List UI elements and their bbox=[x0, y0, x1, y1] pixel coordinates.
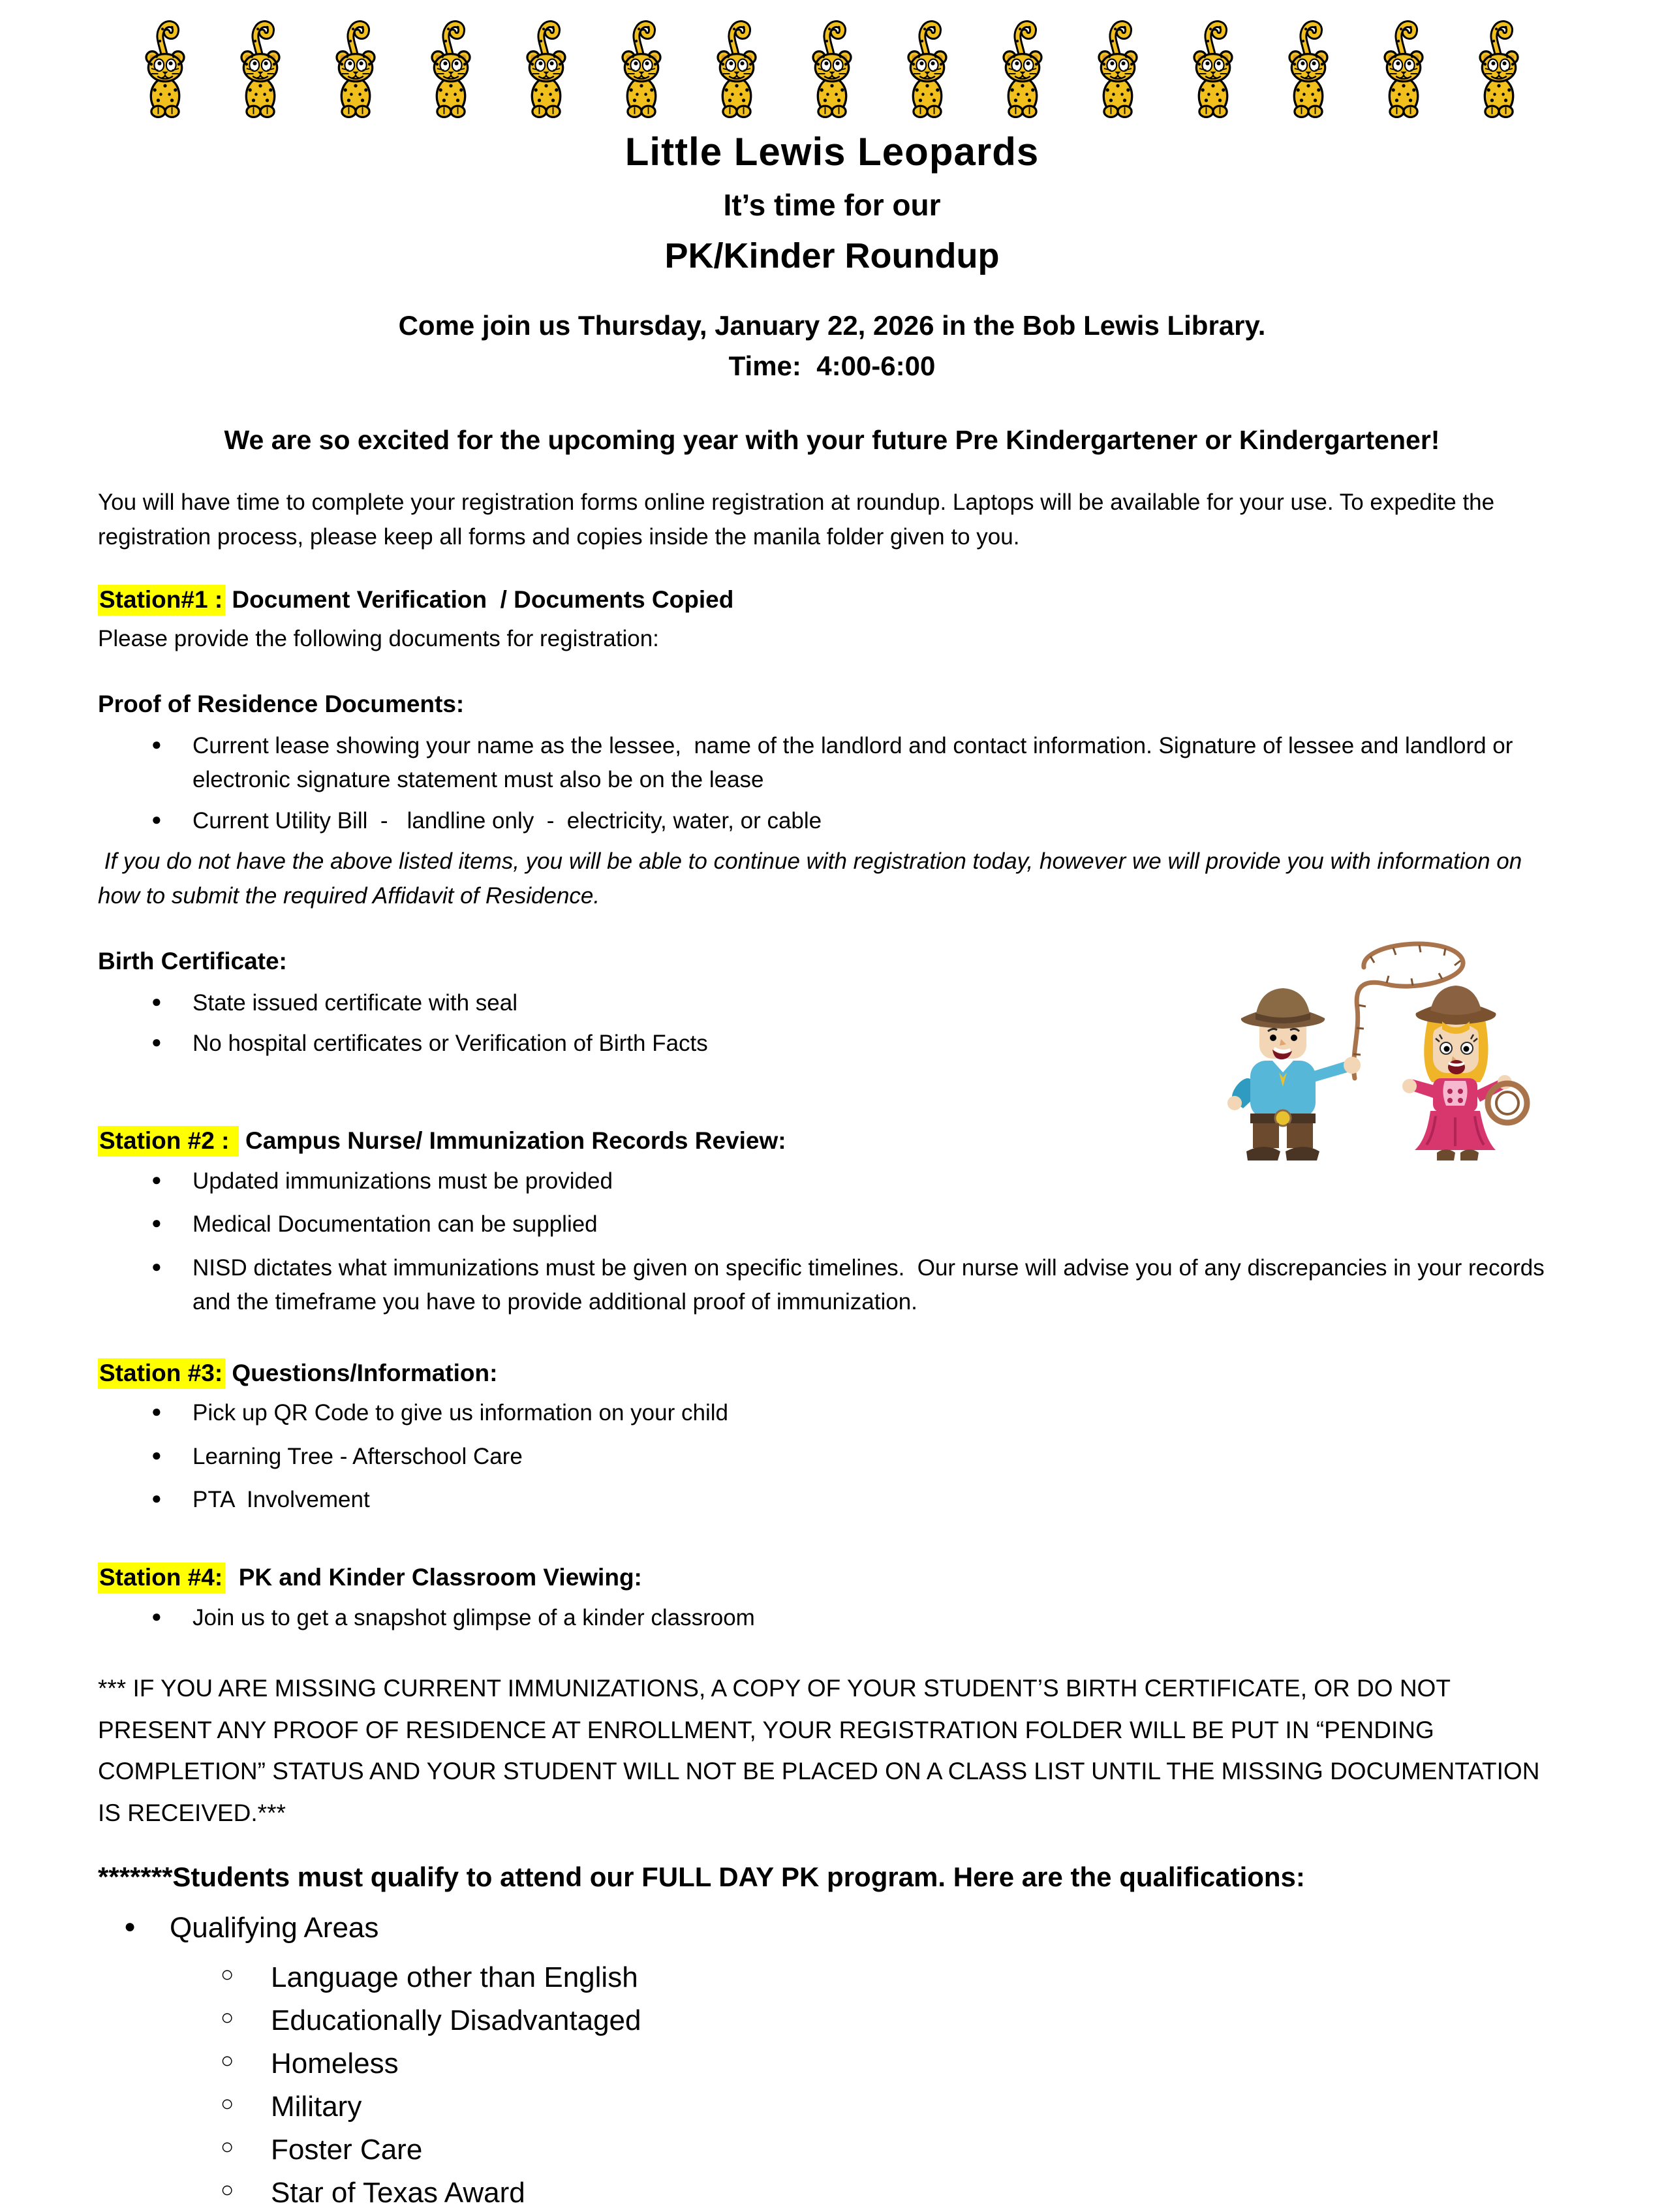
qualifying-areas-sublist bbox=[98, 1959, 1566, 2212]
event-date-line: Come join us Thursday, January 22, 2026 in the Bob Lewis Library. bbox=[398, 310, 1266, 341]
leopard-icon bbox=[805, 17, 859, 120]
list-item-text: Updated immunizations must be provided bbox=[193, 1168, 613, 1194]
list-item-text: Pick up QR Code to give us information on your child bbox=[193, 1400, 728, 1426]
list-item-text: Homeless bbox=[271, 2047, 399, 2080]
station-1-heading bbox=[98, 583, 1566, 617]
leopard-icon bbox=[329, 17, 382, 120]
birth-certificate-heading: Birth Certificate: bbox=[98, 948, 287, 975]
list-item bbox=[98, 1483, 1566, 1518]
leopard-icon bbox=[710, 17, 763, 120]
leopard-icon bbox=[1282, 17, 1335, 120]
station-2-title: Campus Nurse/ Immunization Records Review: bbox=[238, 1127, 786, 1154]
leopard-icon bbox=[615, 17, 668, 120]
list-item bbox=[98, 1907, 1566, 1950]
event-time-line: Time: 4:00-6:00 bbox=[728, 350, 936, 381]
list-item bbox=[98, 729, 1566, 798]
leopard-icon bbox=[901, 17, 954, 120]
list-item bbox=[98, 2002, 1566, 2040]
proof-of-residence-list bbox=[98, 729, 1566, 839]
list-item-text: Medical Documentation can be supplied bbox=[193, 1211, 598, 1238]
list-item bbox=[98, 2088, 1566, 2126]
list-item bbox=[98, 2174, 1566, 2212]
qualifying-areas-list bbox=[98, 1907, 1566, 1950]
list-item bbox=[98, 1251, 1566, 1320]
leopard-icon bbox=[1186, 17, 1240, 120]
station-1-title: Document Verification / Documents Copied bbox=[225, 586, 734, 613]
leopard-icon bbox=[519, 17, 573, 120]
list-item-text: Join us to get a snapshot glimpse of a kinder classroom bbox=[193, 1604, 755, 1630]
leopard-icon bbox=[996, 17, 1049, 120]
station-3-heading bbox=[98, 1356, 1566, 1390]
list-item-text: State issued certificate with seal bbox=[193, 989, 518, 1016]
missing-documents-warning: *** IF YOU ARE MISSING CURRENT IMMUNIZATIONS, A COPY OF YOUR STUDENT’S BIRTH CERTIFICATE, OR DO NOT PRESENT ANY PROOF OF RESIDENCE AT ENROLLMENT, YOUR REGISTRATION FOLDER WILL BE PUT IN “PENDING COMPLETION” STATUS AND YOUR STUDENT WILL NOT BE PLACED ON A CLASS LIST UNTIL THE MISSING DOCUMENTATION IS RECEIVED.*** bbox=[98, 1675, 1547, 1827]
list-item bbox=[98, 1440, 1566, 1474]
station-4-heading bbox=[98, 1561, 1566, 1595]
cowboy-cowgirl-clipart bbox=[1168, 927, 1547, 1172]
station-4-highlight: Station #4: bbox=[98, 1563, 225, 1593]
list-item-text: Language other than English bbox=[271, 1961, 638, 1993]
page-title: Little Lewis Leopards bbox=[624, 130, 1040, 174]
list-item bbox=[98, 1207, 1566, 1242]
proof-of-residence-heading: Proof of Residence Documents: bbox=[98, 691, 465, 718]
affidavit-note: If you do not have the above listed items, you will be able to continue with registration today, however we will provide you with information on how to submit the required Affidavit of Residence. bbox=[98, 849, 1528, 909]
station-1-note: Please provide the following documents for registration: bbox=[98, 625, 659, 651]
flyer-body bbox=[0, 486, 1664, 2212]
list-item-text: No hospital certificates or Verification of Birth Facts bbox=[193, 1031, 708, 1057]
leopard-icon bbox=[138, 17, 192, 120]
list-item-text: Star of Texas Award bbox=[271, 2177, 525, 2209]
station-2-highlight: Station #2 : bbox=[98, 1126, 239, 1157]
leopard-icon bbox=[1377, 17, 1430, 120]
station-3-list bbox=[98, 1396, 1566, 1518]
cowboy-cowgirl-lasso-icon bbox=[1168, 927, 1547, 1172]
station-4-title: PK and Kinder Classroom Viewing: bbox=[225, 1563, 642, 1591]
station-4-list bbox=[98, 1601, 1566, 1636]
station-3-title: Questions/Information: bbox=[225, 1359, 498, 1386]
list-item-text: PTA Involvement bbox=[193, 1487, 370, 1513]
list-item bbox=[98, 2045, 1566, 2083]
station-1-highlight: Station#1 : bbox=[98, 585, 225, 615]
leopard-border-row bbox=[0, 0, 1664, 120]
list-item-text: Learning Tree - Afterschool Care bbox=[193, 1443, 523, 1469]
intro-paragraph: You will have time to complete your registration forms online registration at roundup. Laptops will be available for your use. To expedite the registration process, please keep all forms and copies inside the manila folder given to you. bbox=[98, 490, 1501, 550]
list-item-text: Military bbox=[271, 2090, 362, 2123]
list-item bbox=[98, 1959, 1566, 1997]
list-item bbox=[98, 2131, 1566, 2169]
list-item-text: Qualifying Areas bbox=[170, 1911, 379, 1944]
welcome-line: We are so excited for the upcoming year with your future Pre Kindergartener or Kindergartener! bbox=[224, 425, 1440, 455]
event-name: PK/Kinder Roundup bbox=[664, 236, 1000, 275]
list-item-text: Foster Care bbox=[271, 2134, 423, 2166]
list-item bbox=[98, 1601, 1566, 1636]
leopard-icon bbox=[1091, 17, 1145, 120]
list-item-text: Educationally Disadvantaged bbox=[271, 2004, 641, 2036]
list-item bbox=[98, 804, 1566, 839]
station-3-highlight: Station #3: bbox=[98, 1358, 225, 1389]
list-item bbox=[98, 1396, 1566, 1431]
leopard-icon bbox=[424, 17, 478, 120]
list-item-text: Current Utility Bill - landline only - electricity, water, or cable bbox=[193, 807, 822, 833]
station-2-list bbox=[98, 1164, 1566, 1320]
qualifications-heading: *******Students must qualify to attend our FULL DAY PK program. Here are the qualifications: bbox=[98, 1861, 1305, 1892]
leopard-icon bbox=[234, 17, 287, 120]
page-subtitle: It’s time for our bbox=[723, 188, 941, 222]
list-item-text: Current lease showing your name as the lessee, name of the landlord and contact information. Signature of lessee and landlord or electronic signature statement must also be on the lease bbox=[193, 732, 1520, 793]
leopard-icon bbox=[1472, 17, 1526, 120]
list-item-text: NISD dictates what immunizations must be given on specific timelines. Our nurse will advise you of any discrepancies in your records and the timeframe you have to provide additional proof of immunization. bbox=[193, 1254, 1551, 1315]
